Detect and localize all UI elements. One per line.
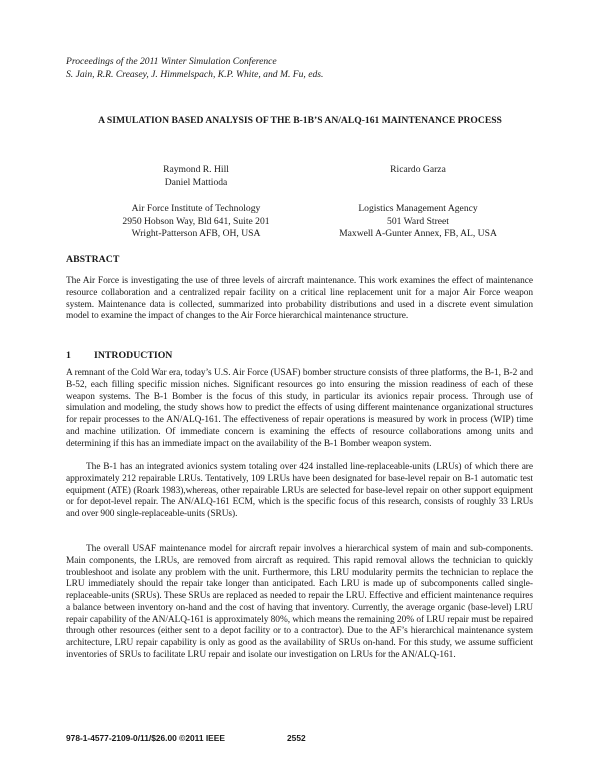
section-number: 1 [66,350,71,361]
affiliation-right [318,203,518,241]
section-title: INTRODUCTION [94,350,173,361]
affiliation-line: 2950 Hobson Way, Bld 641, Suite 201 [122,215,270,227]
intro-paragraph-2: The B-1 has an integrated avionics system totaling over 424 installed line-replaceable-units (LRUs) of which there are approximately 212 repairable LRUs. Tentatively, 109 LRUs have been designated for base-level repair on B-1 automatic test equipment (ATE) (Roark 1983),whereas, other repairable LRUs are selected for base-level repair on other support equipment or for depot-level repair. The AN/ALQ-161 ECM, which is the specific focus of this research, consists of roughly 33 LRUs and over 900 single-replaceable-units (SRUs). [66,462,533,519]
paper-title: A SIMULATION BASED ANALYSIS OF THE B-1B’S AN/ALQ-161 MAINTENANCE PROCESS [98,115,502,126]
author-name: Ricardo Garza [390,164,446,175]
affiliation-line: 501 Ward Street [387,215,449,227]
running-header [66,55,323,81]
proceedings-line: Proceedings of the 2011 Winter Simulation Conference [66,56,277,67]
intro-paragraph-1: A remnant of the Cold War era, today’s U.S. Air Force (USAF) bomber structure consists of three platforms, the B-1, B-2 and B-52, each filling specific mission niches. Significant resources go into ensuring the mission readiness of each of these weapon systems. The B-1 Bomber is the focus of this study, in particular its avionics repair process. Through use of simulation and modeling, the study shows how to predict the effects of using different maintenance organizational structures for repair processes to the AN/ALQ-161. The effectiveness of repair operations is measured by work in process (WIP) time and machine utilization. Of immediate concern is examining the effects of resource collaborations among units and determining if this has an immediate impact on the availability of the B-1 Bomber weapon system. [66,368,533,449]
abstract-heading: ABSTRACT [66,254,120,265]
page-number: 2552 [287,733,306,743]
author-names-right [318,164,518,177]
section-heading-introduction [66,349,172,362]
author-name: Raymond R. Hill [163,164,229,175]
affiliation-left [86,203,306,241]
affiliation-line: Maxwell A-Gunter Annex, FB, AL, USA [339,228,497,240]
author-name: Daniel Mattioda [164,176,228,188]
footer-isbn: 978-1-4577-2109-0/11/$26.00 ©2011 IEEE [66,733,225,743]
editors-line: S. Jain, R.R. Creasey, J. Himmelspach, K.P. White, and M. Fu, eds. [66,69,324,80]
affiliation-line: Logistics Management Agency [358,203,478,214]
affiliation-line: Wright-Patterson AFB, OH, USA [131,228,261,240]
author-names-left [86,164,306,189]
intro-paragraph-3: The overall USAF maintenance model for aircraft repair involves a hierarchical system of main and sub-components. Main components, the LRUs, are removed from aircraft as required. This rapid removal allows the technician to quickly troubleshoot and isolate any problem with the unit. Furthermore, this LRU modularity permits the technician to replace the LRU immediately should the repair take longer than anticipated. Each LRU is made up of subcomponents called single-replaceable-units (SRUs). These SRUs are replaced as needed to repair the LRU. Effective and efficient maintenance requires a balance between inventory on-hand and the cost of having that inventory. Currently, the average organic (base-level) LRU repair capability of the AN/ALQ-161 is approximately 80%, which means the remaining 20% of LRU repair must be repaired through other resources (either sent to a depot facility or to a contractor). Due to the AF’s hierarchical maintenance system architecture, LRU repair capability is only as good as the availability of SRUs on-hand. For this study, we assume sufficient inventories of SRUs to facilitate LRU repair and isolate our investigation on LRUs for the AN/ALQ-161. [66,544,533,660]
abstract-text: The Air Force is investigating the use of three levels of aircraft maintenance. This work examines the effect of maintenance resource collaboration and a centralized repair facility on a critical line replacement unit for a major Air Force weapon system. Maintenance data is collected, summarized into probability distributions and used in a discrete event simulation model to examine the impact of changes to the Air Force hierarchical maintenance structure. [66,276,533,322]
affiliation-line: Air Force Institute of Technology [131,203,261,214]
